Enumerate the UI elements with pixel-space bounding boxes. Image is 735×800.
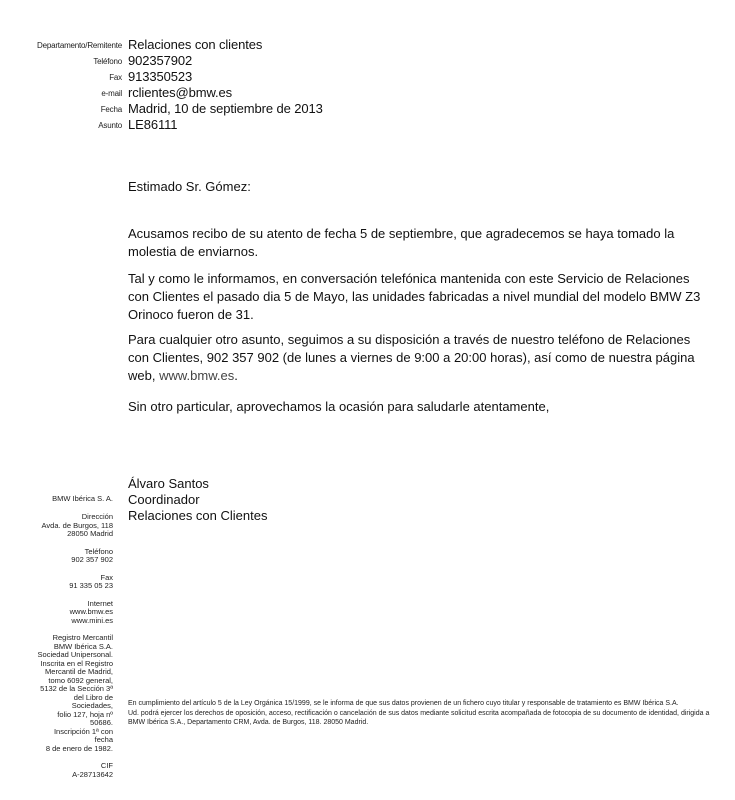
cif-label: CIF <box>100 761 113 770</box>
header-row-email <box>0 85 735 101</box>
company-fax-block <box>0 574 113 591</box>
website-link[interactable]: www.bmw.es <box>159 368 235 383</box>
registry-line: Sociedad Unipersonal. <box>37 650 113 659</box>
fax-value: 913350523 <box>128 69 193 84</box>
registry-line: Inscripción 1ª con <box>53 726 113 736</box>
company-name: BMW Ibérica S. A. <box>52 494 113 503</box>
letter-header <box>0 37 735 133</box>
cif-value: A-28713642 <box>72 769 113 779</box>
company-fax: 91 335 05 23 <box>69 581 113 590</box>
phone-label: Teléfono <box>93 57 122 66</box>
email-value: rclientes@bmw.es <box>128 85 233 100</box>
company-phone: 902 357 902 <box>71 555 113 564</box>
header-row-date <box>0 101 735 117</box>
registry-line: folio 127, hoja nº <box>57 709 113 719</box>
signature-block <box>128 476 267 524</box>
legal-line-2: Ud. podrá ejercer los derechos de oposición, acceso, rectificación o cancelación de sus datos mediante solicitud escrita acompañada de fotocopia de su documento de identidad, dirigida a BMW Ibérica S.A., Departamento CRM, Avda. de Burgos, 118. 28050 Madrid. <box>128 710 710 726</box>
header-row-fax <box>0 69 735 85</box>
legal-notice <box>128 699 713 728</box>
address-block <box>0 513 113 539</box>
header-row-subject <box>0 117 735 133</box>
registry-line: Sociedades, <box>71 701 113 710</box>
paragraph-3-text <box>128 331 703 385</box>
paragraph-2-text: Tal y como le informamos, en conversación telefónica mantenida con este Servicio de Relaciones con Clientes el pasado dia 5 de Mayo, las unidades fabricadas a nivel mundial del modelo BMW Z3 Orinoco fueron de 31. <box>128 271 701 322</box>
subject-value: LE86111 <box>128 117 178 132</box>
registry-line: Mercantil de Madrid, <box>45 667 113 676</box>
cif-block <box>0 762 113 779</box>
fax-label: Fax <box>109 73 122 82</box>
address-line-2: 28050 Madrid <box>67 529 113 538</box>
company-fax-label: Fax <box>100 572 113 582</box>
greeting-text: Estimado Sr. Gómez: <box>128 179 251 194</box>
address-line-1: Avda. de Burgos, 118 <box>41 520 113 530</box>
company-details <box>0 513 113 788</box>
company-phone-label: Teléfono <box>84 546 113 556</box>
company-phone-block <box>0 548 113 565</box>
paragraph-3-body: Para cualquier otro asunto, seguimos a su disposición a través de nuestro teléfono de Relaciones con Clientes, 902 357 902 (de lunes a viernes de 9:00 a 20:00 horas), así como de nuestra página web, <box>128 332 695 383</box>
registry-line: Inscrita en el Registro <box>40 658 113 668</box>
date-value: Madrid, 10 de septiembre de 2013 <box>128 101 323 116</box>
registry-line: 8 de enero de 1982. <box>45 743 113 753</box>
greeting <box>128 178 703 196</box>
registry-line: tomo 6092 general, <box>48 675 113 685</box>
sender-label: Departamento/Remitente <box>37 41 122 50</box>
paragraph-3-end: . <box>234 368 238 383</box>
paragraph-acknowledgement <box>128 225 703 261</box>
registry-line: Registro Mercantil <box>52 633 113 642</box>
sender-value: Relaciones con clientes <box>128 37 263 52</box>
paragraph-closing <box>128 398 703 416</box>
signer-title: Coordinador <box>128 492 200 507</box>
registry-line: BMW Ibérica S.A. <box>53 641 113 651</box>
paragraph-1-text: Acusamos recibo de su atento de fecha 5 de septiembre, que agradecemos se haya tomado la molestia de enviarnos. <box>128 226 675 259</box>
website-mini[interactable]: www.mini.es <box>71 615 113 625</box>
email-label: e-mail <box>101 89 122 98</box>
paragraph-contact <box>128 331 703 385</box>
paragraph-production-info <box>128 270 703 324</box>
closing-text: Sin otro particular, aprovechamos la ocasión para saludarle atentamente, <box>128 399 550 414</box>
registry-line: 5132 de la Sección 3ª <box>40 684 113 693</box>
registry-line: 50686. <box>90 718 113 727</box>
registry-line: del Libro de <box>73 692 113 702</box>
internet-block <box>0 600 113 626</box>
header-row-sender <box>0 37 735 53</box>
address-label: Dirección <box>81 512 113 521</box>
internet-label: Internet <box>87 598 113 608</box>
signer-department: Relaciones con Clientes <box>128 508 268 523</box>
registry-line: fecha <box>94 735 113 744</box>
registry-block <box>0 634 113 753</box>
header-row-phone <box>0 53 735 69</box>
phone-value: 902357902 <box>128 53 193 68</box>
subject-label: Asunto <box>98 121 122 130</box>
signer-name: Álvaro Santos <box>128 476 209 491</box>
legal-line-1: En cumplimiento del artículo 5 de la Ley Orgánica 15/1999, se le informa de que sus datos provienen de un fichero cuyo titular y responsable de tratamiento es BMW Ibérica S.A. <box>128 700 679 707</box>
date-label: Fecha <box>100 105 122 114</box>
website-bmw[interactable]: www.bmw.es <box>69 607 113 616</box>
